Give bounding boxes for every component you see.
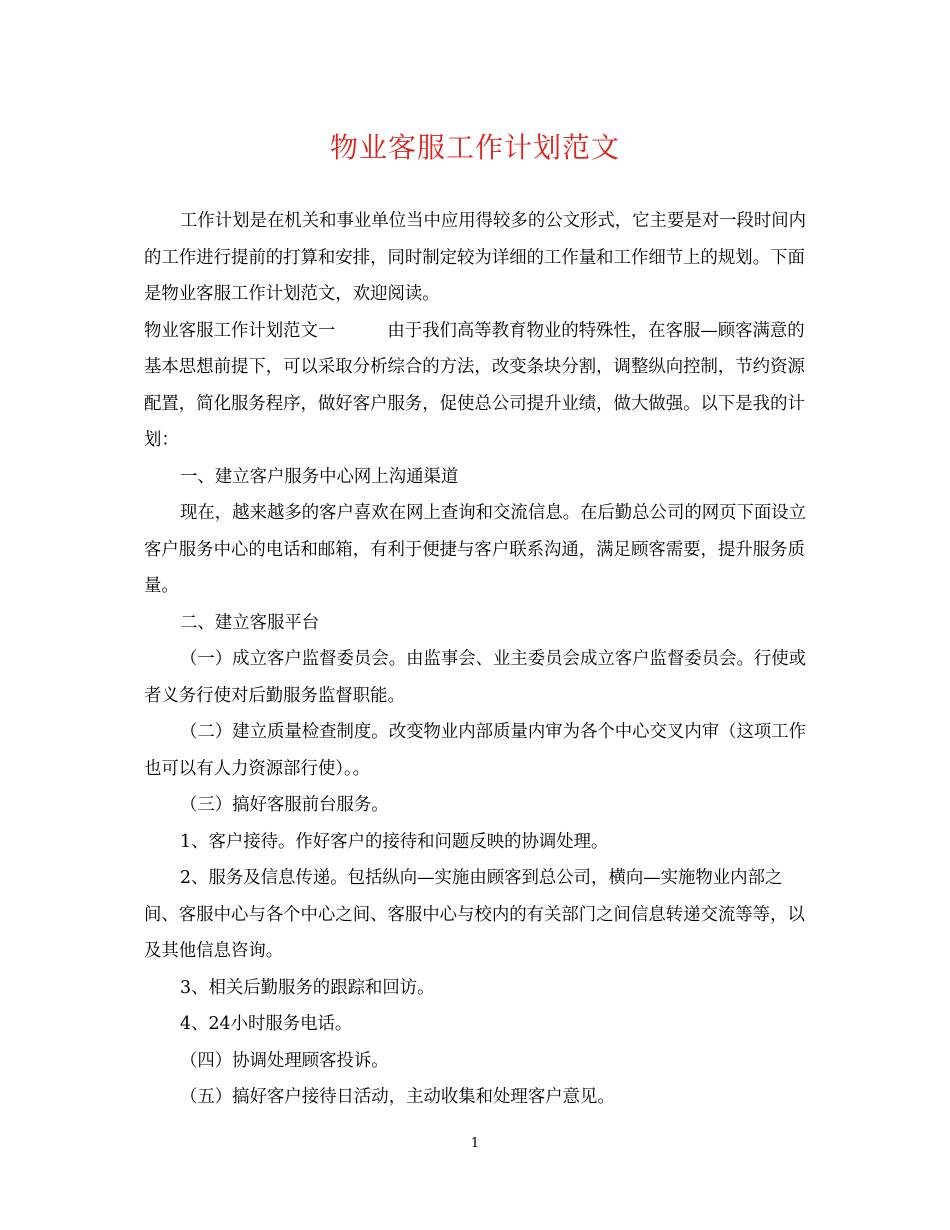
list-item: （二）建立质量检查制度。改变物业内部质量内审为各个中心交叉内审（这项工作也可以有人力资源部行使）。。: [144, 722, 807, 779]
sample-heading: 物业客服工作计划范文一: [144, 320, 336, 341]
document-body: [144, 203, 810, 1116]
list-item: （三）搞好客服前台服务。: [180, 795, 389, 815]
sub-item: 1、客户接待。作好客户的接待和问题反映的协调处理。: [180, 831, 609, 852]
section-heading: 一、建立客户服务中心网上沟通渠道: [180, 466, 459, 487]
list-item: （四）协调处理顾客投诉。: [180, 1050, 389, 1071]
sub-item: 4、24小时服务电话。: [180, 1014, 353, 1034]
document-title: 物业客服工作计划范文: [329, 131, 620, 164]
list-item: （五）搞好客户接待日活动，主动收集和处理客户意见。: [180, 1087, 615, 1107]
sub-item: 3、相关后勤服务的跟踪和回访。: [180, 977, 435, 998]
sample-lead: 由于我们高等教育物业的特殊性，在客服—顾客满意的基本思想前提下，可以采取分析综合的方法，改变条块分割，调整纵向控制，节约资源配置，简化服务程序，做好客户服务，促使总公司提升业绩，做大做强。以下是我的计划：: [144, 320, 805, 450]
sample-paragraph: [144, 313, 810, 459]
list-item: （一）成立客户监督委员会。由监事会、业主委员会成立客户监督委员会。行使或者义务行使对后勤服务监督职能。: [144, 649, 807, 706]
section-body: 现在，越来越多的客户喜欢在网上查询和交流信息。在后勤总公司的网页下面设立客户服务中心的电话和邮箱，有利于便捷与客户联系沟通，满足顾客需要，提升服务质量。: [144, 503, 807, 596]
section-heading: 二、建立客服平台: [180, 612, 320, 633]
page-number: 1: [470, 1136, 480, 1151]
sub-item: 2、服务及信息传递。包括纵向—实施由顾客到总公司，横向—实施物业内部之间、客服中心与各个中心之间、客服中心与校内的有关部门之间信息转递交流等等，以及其他信息咨询。: [144, 868, 805, 961]
intro-paragraph: 工作计划是在机关和事业单位当中应用得较多的公文形式，它主要是对一段时间内的工作进行提前的打算和安排，同时制定较为详细的工作量和工作细节上的规划。下面是物业客服工作计划范文，欢迎阅读。: [144, 211, 807, 304]
